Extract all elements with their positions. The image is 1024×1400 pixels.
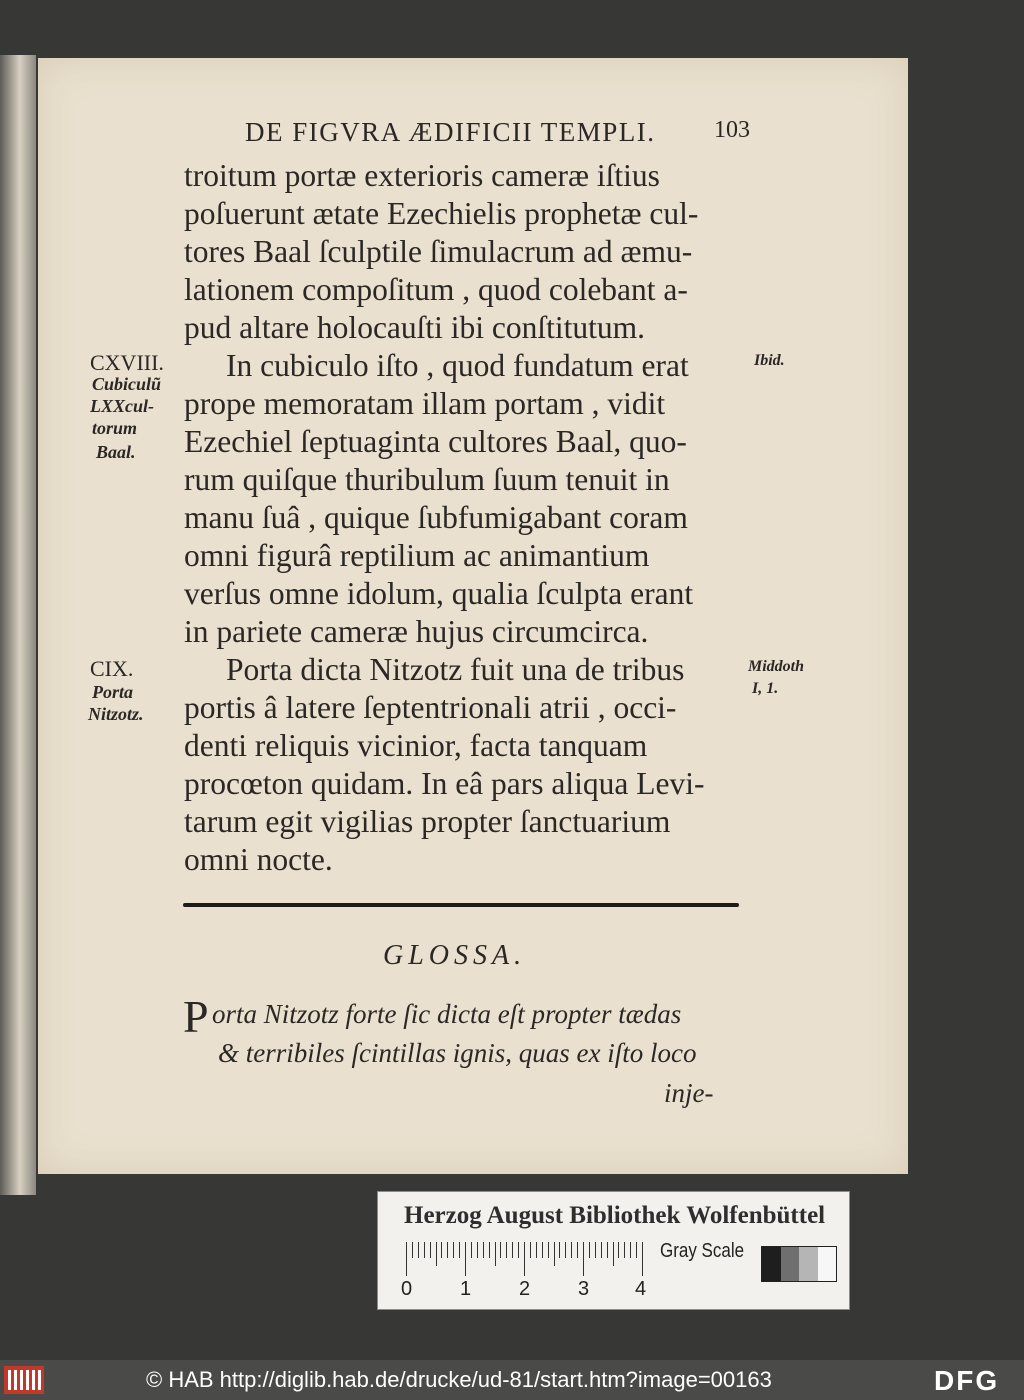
ruler-tick [447, 1242, 448, 1258]
margin-note-line: Porta [92, 682, 134, 702]
gray-scale-label: Gray Scale [660, 1240, 745, 1262]
gray-scale-swatch [761, 1246, 837, 1282]
library-name: Herzog August Bibliothek Wolfenbüttel [404, 1202, 826, 1229]
ruler-tick [483, 1242, 484, 1258]
gloss-line: orta Nitzotz forte ſic dicta eſt propter tædas [212, 999, 682, 1029]
ruler-tick [471, 1242, 472, 1258]
copyright-link[interactable]: © HAB http://diglib.hab.de/drucke/ud-81/start.htm?image=00163 [146, 1367, 772, 1392]
margin-reference: Ibid. [754, 352, 785, 369]
ruler-number: 0 [401, 1278, 413, 1300]
body-line: omni figurâ reptilium ac animantium [184, 538, 650, 573]
body-line: portis â latere ſeptentrionali atrii , occi- [184, 690, 677, 725]
ruler-tick [624, 1242, 625, 1258]
margin-note-line: Nitzotz. [88, 704, 144, 724]
margin-note-line: torum [92, 418, 138, 438]
page-number: 103 [714, 117, 750, 143]
hab-logo-icon [4, 1366, 44, 1394]
ruler-tick [453, 1242, 454, 1258]
body-line: verſus omne idolum, qualia ſculpta erant [184, 576, 694, 611]
left-page-edge [0, 55, 36, 1195]
catchword: inje- [664, 1078, 714, 1108]
ruler-tick [636, 1242, 637, 1258]
gray-swatch [818, 1247, 837, 1281]
body-line: procœton quidam. In eâ pars aliqua Levi- [184, 766, 705, 801]
ruler-tick [441, 1242, 442, 1258]
margin-note-line: LXXcul- [90, 396, 155, 416]
margin-note-line: Baal. [96, 442, 136, 462]
body-line: prope memoratam illam portam , vidit [184, 386, 666, 421]
running-header: DE FIGVRA ÆDIFICII TEMPLI. [245, 117, 656, 147]
ruler-tick [506, 1242, 507, 1258]
dfg-logo: DFG [934, 1365, 1000, 1396]
ruler-tick [477, 1242, 478, 1258]
ruler-tick [495, 1242, 496, 1266]
library-label-card [377, 1191, 850, 1310]
body-line: pud altare holocauſti ibi conſtitutum. [184, 310, 646, 345]
body-line: poſuerunt ætate Ezechielis prophetæ cul- [184, 196, 699, 231]
ruler-tick [630, 1242, 631, 1258]
gray-swatch [799, 1247, 818, 1281]
ruler-tick [601, 1242, 602, 1258]
viewer-footer [0, 1360, 1024, 1400]
ruler-tick [412, 1242, 413, 1258]
margin-section-number: CXVIII. [90, 350, 164, 375]
ruler-tick [424, 1242, 425, 1258]
ruler-tick [489, 1242, 490, 1258]
ruler-tick [607, 1242, 608, 1258]
body-line: omni nocte. [184, 842, 333, 877]
body-line: troitum portæ exterioris cameræ iſtius [184, 158, 660, 193]
ruler-tick [530, 1242, 531, 1258]
body-line: In cubiculo iſto , quod fundatum erat [226, 348, 689, 383]
body-line: Ezechiel ſeptuaginta cultores Baal, quo- [184, 424, 687, 459]
ruler-tick [595, 1242, 596, 1258]
ruler-tick [518, 1242, 519, 1258]
gray-swatch [781, 1247, 800, 1281]
ruler-number: 4 [635, 1278, 647, 1300]
ruler-tick [571, 1242, 572, 1258]
section-divider [183, 903, 739, 907]
gray-swatch [762, 1247, 781, 1281]
ruler-tick [577, 1242, 578, 1258]
ruler-tick [418, 1242, 419, 1258]
ruler-tick [406, 1242, 407, 1276]
ruler-tick [542, 1242, 543, 1258]
ruler-number: 1 [460, 1278, 472, 1300]
margin-note-line: Cubiculũ [92, 374, 162, 394]
margin-reference: Middoth [748, 658, 805, 675]
ruler-tick [436, 1242, 437, 1266]
gloss-line: & terribiles ſcintillas ignis, quas ex iſto loco [218, 1038, 697, 1068]
ruler-number: 3 [578, 1278, 590, 1300]
body-line: lationem compoſitum , quod colebant a- [184, 272, 688, 307]
gloss-dropcap: P [183, 991, 209, 1042]
ruler-tick [642, 1242, 643, 1276]
ruler-tick [536, 1242, 537, 1258]
ruler-tick [500, 1242, 501, 1258]
body-line: Porta dicta Nitzotz fuit una de tribus [226, 652, 685, 687]
body-line: tarum egit vigilias propter ſanctuarium [184, 804, 671, 839]
ruler-tick [554, 1242, 555, 1266]
glossa-heading: GLOSSA. [383, 940, 527, 971]
body-line: rum quiſque thuribulum ſuum tenuit in [184, 462, 670, 497]
ruler-tick [589, 1242, 590, 1258]
ruler-tick [459, 1242, 460, 1258]
body-line: denti reliquis vicinior, facta tanquam [184, 728, 648, 763]
measurement-ruler [406, 1242, 646, 1278]
ruler-tick [565, 1242, 566, 1258]
ruler-tick [618, 1242, 619, 1258]
ruler-tick [512, 1242, 513, 1258]
ruler-tick [548, 1242, 549, 1258]
ruler-tick [559, 1242, 560, 1258]
body-line: in pariete cameræ hujus circumcirca. [184, 614, 649, 649]
ruler-tick [583, 1242, 584, 1276]
ruler-number: 2 [519, 1278, 531, 1300]
ruler-tick [465, 1242, 466, 1276]
ruler-tick [613, 1242, 614, 1266]
margin-reference: I, 1. [752, 680, 779, 697]
body-line: tores Baal ſculptile ſimulacrum ad æmu- [184, 234, 693, 269]
margin-section-number: CIX. [90, 656, 134, 681]
body-line: manu ſuâ , quique ſubfumigabant coram [184, 500, 688, 535]
ruler-tick [524, 1242, 525, 1276]
ruler-tick [430, 1242, 431, 1258]
